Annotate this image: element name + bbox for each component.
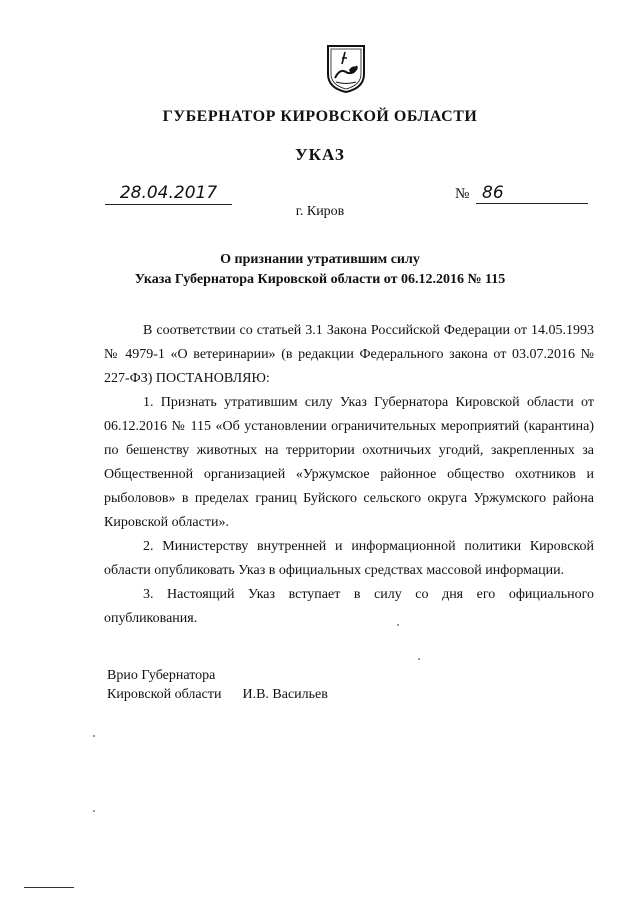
signatory-position-line-1: Врио Губернатора [107, 668, 216, 683]
body-paragraph-preamble: В соответствии со статьей 3.1 Закона Российской Федерации от 14.05.1993 № 4979-1 «О ветеринарии» (в редакции Федерального закона от 03.07.2016 № 227-ФЗ) ПОСТАНОВЛЯЮ: [104, 323, 594, 386]
body-paragraph-1: 1. Признать утратившим силу Указ Губернатора Кировской области от 06.12.2016 № 115 «Об установлении ограничительных мероприятий (карантина) по бешенству животных на территории охотничьих угодий, закрепленных за Общественной организацией «Уржумское районное общество охотников и рыболовов» в пределах границ Буйского сельского округа Уржумского района Кировской области». [104, 395, 594, 530]
number-label: № [455, 186, 470, 202]
scan-speck [93, 735, 95, 737]
signatory-name: И.В. Васильев [242, 687, 328, 702]
subject-line-1: О признании утратившим силу [220, 252, 420, 267]
scan-speck [418, 658, 420, 660]
scan-speck [397, 624, 399, 626]
document-city: г. Киров [295, 204, 345, 219]
document-type: УКАЗ [295, 145, 345, 164]
body-paragraph-3: 3. Настоящий Указ вступает в силу со дня его официального опубликования. [104, 587, 594, 626]
document-subject [0, 250, 640, 290]
footnote-separator [24, 887, 74, 888]
document-body [104, 319, 594, 631]
body-paragraph-2: 2. Министерству внутренней и информационной политики Кировской области опубликовать Указ в официальных средствах массовой информации. [104, 539, 594, 578]
issuing-authority: ГУБЕРНАТОР КИРОВСКОЙ ОБЛАСТИ [162, 108, 478, 125]
document-number: 86 [476, 182, 588, 204]
signature-row [107, 685, 328, 704]
document-date: 28.04.2017 [105, 182, 232, 205]
subject-line-2: Указа Губернатора Кировской области от 06.12.2016 № 115 [134, 272, 506, 287]
signature-block [107, 666, 328, 704]
scan-speck [93, 810, 95, 812]
coat-of-arms-emblem [325, 44, 367, 94]
signatory-position-line-2: Кировской области [107, 687, 222, 702]
